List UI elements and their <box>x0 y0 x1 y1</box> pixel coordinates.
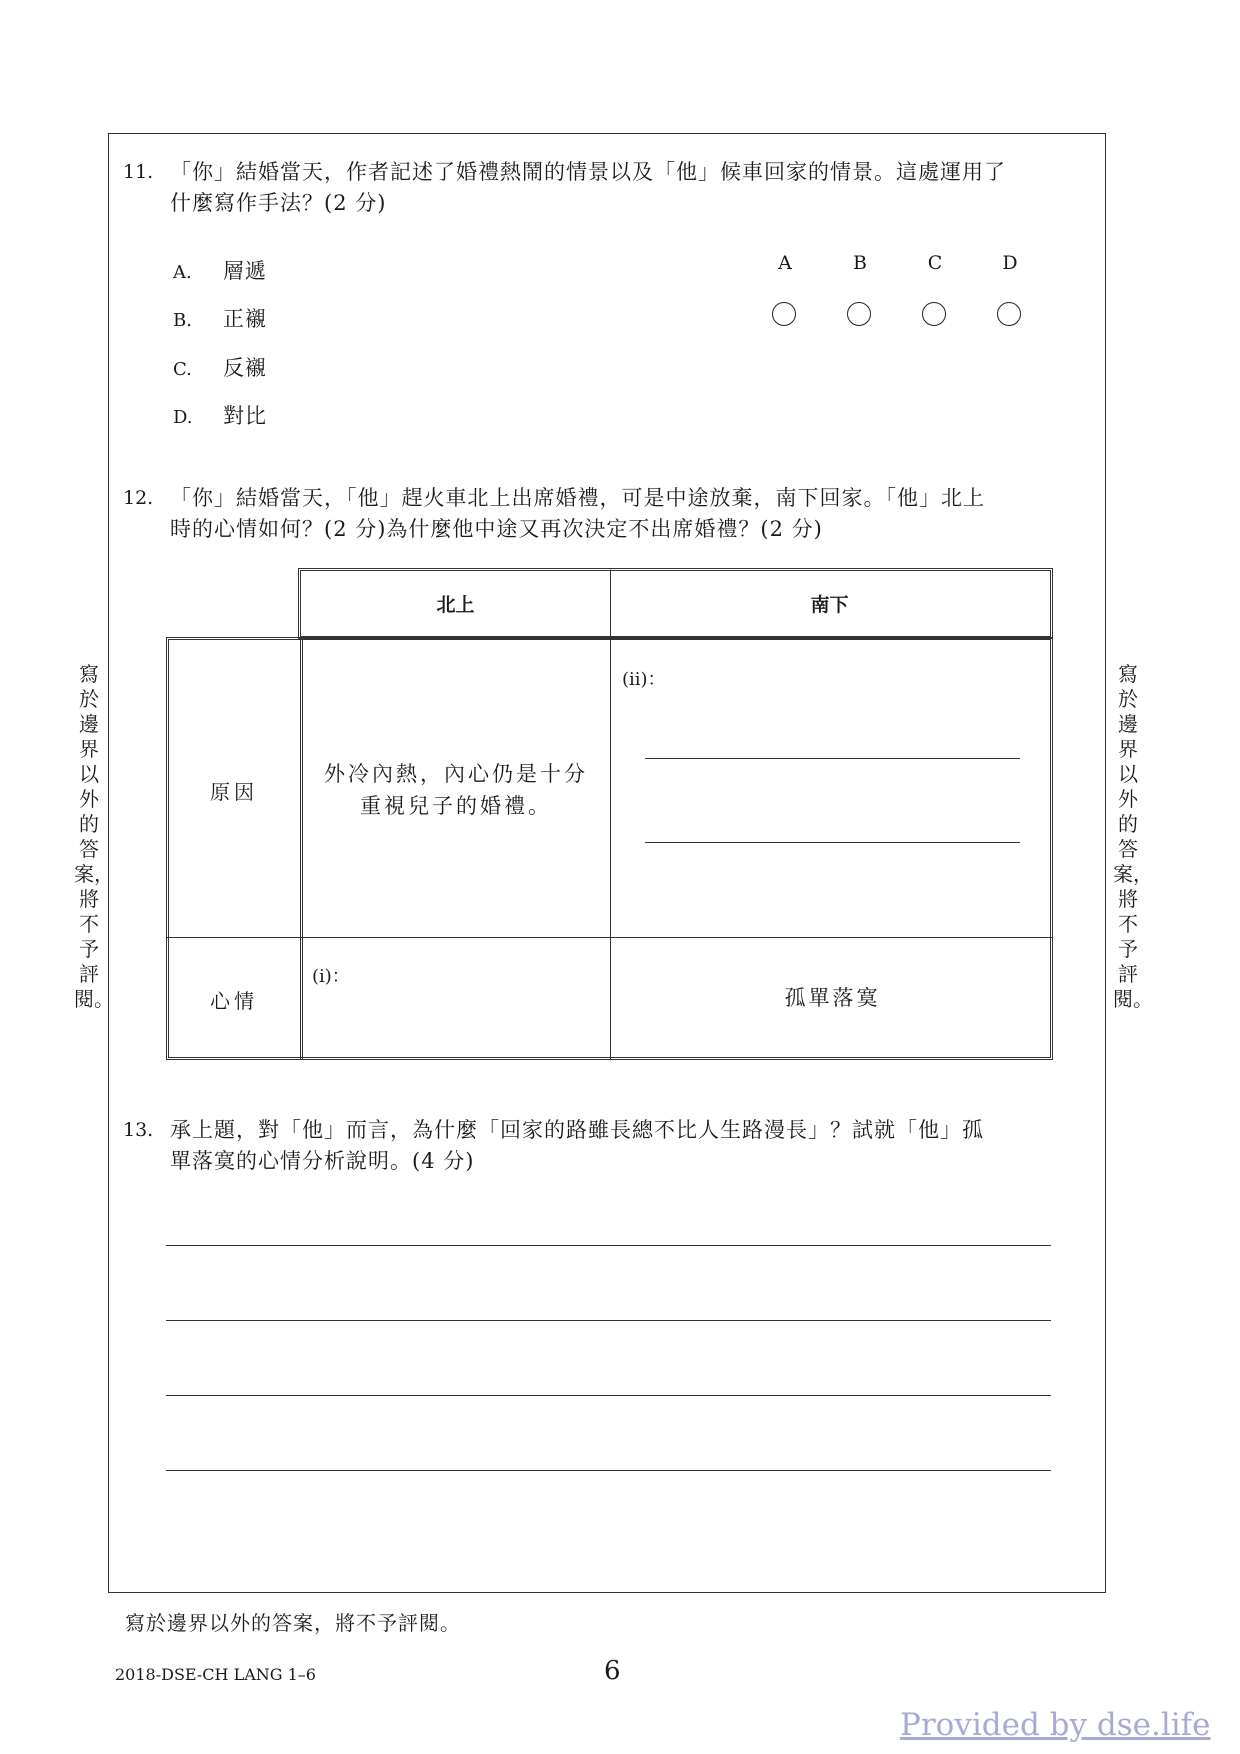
q13-text-line1: 承上題，對「他」而言，為什麼「回家的路雖長總不比人生路漫長」？試就「他」孤 <box>170 1118 984 1142</box>
right-margin-note: 寫於邊界以外的答案，將不予評閱。 <box>1113 662 1153 1011</box>
bubble-label-b: B <box>853 252 867 274</box>
paper-code: 2018-DSE-CH LANG 1–6 <box>115 1665 316 1684</box>
answer-bubble-d[interactable] <box>997 302 1021 326</box>
q13-answer-line-3[interactable] <box>166 1395 1051 1396</box>
answer-bubble-b[interactable] <box>847 302 871 326</box>
q13-answer-line-2[interactable] <box>166 1320 1051 1321</box>
q11-text-line2: 什麼寫作手法？(2 分) <box>170 191 387 215</box>
bubble-label-c: C <box>927 252 943 274</box>
row-label-mood: 心情 <box>210 989 258 1013</box>
q13-answer-line-1[interactable] <box>166 1245 1051 1246</box>
bubble-label-a: A <box>778 252 792 274</box>
bubble-label-d: D <box>1002 252 1018 274</box>
q11-text-line1: 「你」結婚當天，作者記述了婚禮熱鬧的情景以及「他」候車回家的情景。這處運用了 <box>170 160 1006 184</box>
table-divider-v1 <box>300 637 303 1060</box>
q11-number: 11. <box>123 161 154 183</box>
q13-number: 13. <box>123 1119 154 1141</box>
mood-north-label: (i)： <box>312 966 350 987</box>
q12-text-line1: 「你」結婚當天，「他」趕火車北上出席婚禮，可是中途放棄，南下回家。「他」北上 <box>170 486 985 510</box>
reason-north-line2: 重視兒子的婚禮。 <box>360 794 552 818</box>
q11-option-a-letter: A. <box>173 262 192 283</box>
q11-option-c-text: 反襯 <box>223 356 267 380</box>
q11-option-d-text: 對比 <box>223 404 267 428</box>
q11-option-a-text: 層遞 <box>223 259 267 283</box>
row-label-reason: 原因 <box>210 780 258 804</box>
reason-north-line1: 外冷內熱，內心仍是十分 <box>324 762 588 786</box>
page-number: 6 <box>604 1656 621 1686</box>
q11-option-d-letter: D. <box>173 407 193 428</box>
answer-bubble-c[interactable] <box>922 302 946 326</box>
footer-note: 寫於邊界以外的答案，將不予評閱。 <box>125 1611 461 1635</box>
q12-text-line2: 時的心情如何？(2 分)為什麼他中途又再次決定不出席婚禮？(2 分) <box>170 517 823 541</box>
reason-south-answer-line-2[interactable] <box>645 842 1020 843</box>
reason-south-label: (ii)： <box>622 669 666 690</box>
table-header-north <box>298 568 611 639</box>
watermark[interactable]: Provided by dse.life <box>900 1707 1211 1743</box>
q11-option-b-text: 正襯 <box>223 307 267 331</box>
q11-option-c-letter: C. <box>173 359 192 380</box>
q12-number: 12. <box>123 487 154 509</box>
answer-bubble-a[interactable] <box>772 302 796 326</box>
q13-answer-line-4[interactable] <box>166 1470 1051 1471</box>
table-divider-v2 <box>610 637 611 1060</box>
q13-text-line2: 單落寞的心情分析說明。(4 分) <box>170 1149 475 1173</box>
table-header-south-label: 南下 <box>810 594 849 616</box>
table-divider-h <box>166 937 1053 938</box>
mood-south-answer: 孤單落寞 <box>784 986 881 1010</box>
reason-south-answer-line-1[interactable] <box>645 758 1020 759</box>
table-header-north-label: 北上 <box>436 594 475 616</box>
q11-option-b-letter: B. <box>173 310 192 331</box>
left-margin-note: 寫於邊界以外的答案，將不予評閱。 <box>74 662 114 1011</box>
table-header-south <box>609 568 1053 639</box>
